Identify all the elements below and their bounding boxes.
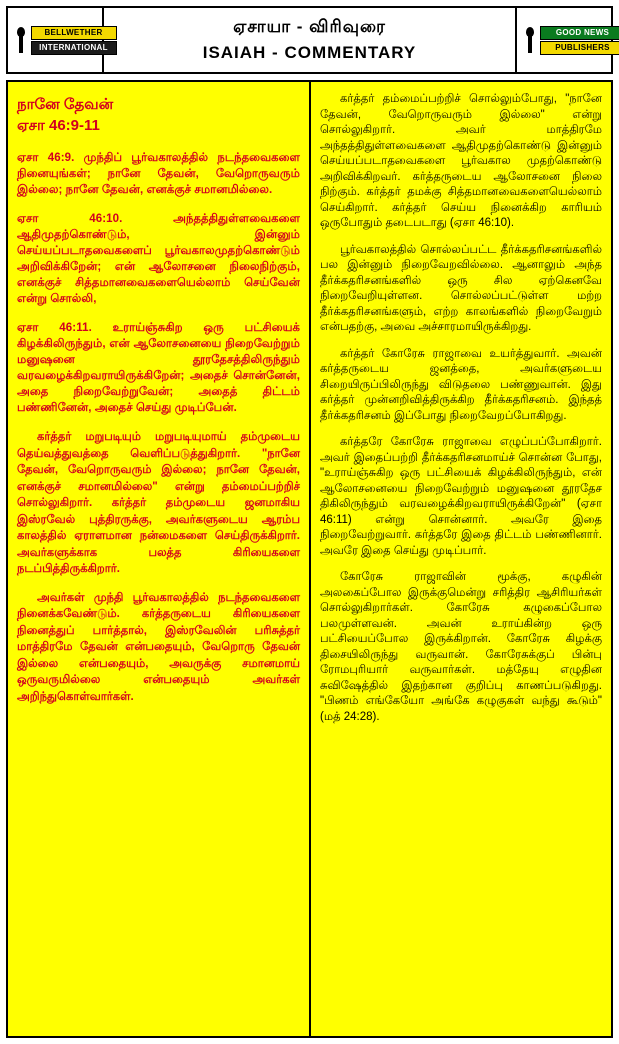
verse-text: ஏசா 46:9. முந்திப் பூர்வகாலத்தில் நடந்தவைகளை நினையுங்கள்; நானே தேவன், வேறொருவரும் இல்லை; நானே தேவன், எனக்குச் சமானமில்லை. — [17, 152, 300, 196]
title-english: ISAIAH - COMMENTARY — [202, 43, 417, 62]
logo-text-stack — [31, 26, 108, 55]
title-tamil: ஏசாயா - விரிவுரை — [233, 17, 386, 36]
logo-line-2: INTERNATIONAL — [31, 41, 117, 55]
section-heading: நானே தேவன் — [17, 96, 114, 113]
commentary-body — [6, 80, 613, 1038]
good-news-publishers-logo — [515, 8, 611, 72]
scripture-reference: ஏசா 46:9-11 — [17, 117, 100, 134]
document-header — [6, 6, 613, 74]
torch-icon — [523, 27, 537, 53]
torch-icon — [14, 27, 28, 53]
commentary-paragraph: கர்த்தர் மறுபடியும் மறுபடியுமாய் தம்முடைய தெய்வத்துவத்தை வெளிப்படுத்துகிறார். "நானே தேவன், வேறொருவரும் இல்லை; நானே தேவன், எனக்குச் சமானமில்லை" என்று தம்மைப்பற்றிச் சொல்லுகிறார். கர்த்தர் தம்முடைய ஜனமாகிய இஸ்ரவேல் புத்திரருக்கு, அவர்களுடைய ஆரம்ப காலத்தில் ஏராளமான நன்மைகளை செய்திருக்கிறார். அவர்களுக்காக பலத்த கிரியைகளை நடப்பித்திருக்கிறார். — [17, 431, 300, 575]
logo-inner-left — [8, 26, 108, 55]
commentary-paragraph: கோரேசு ராஜாவின் மூக்கு, கழுகின் அலகைப்போல இருக்குமென்று சரித்திர ஆசிரியர்கள் சொல்லுகிறார்கள். கோரேசு கழுகைப்போல பலமுள்ளவன். அவன் உராய்கின்ற ஒரு பட்சியைப்போல இருக்கிறான். கோரேசு கிழக்கு திசையிலிருந்து வருவான். கோரேசுக்குப் பின்பு ரோமபுரியார் வருவார்கள். மத்தேயு எழுதின சுவிஷேத்தில் இதற்கான குறிப்பு காணப்படுகிறது. "பிணம் எங்கேயோ அங்கே கழுகுகள் வந்து கூடும்" (மத் 24:28). — [320, 571, 602, 723]
commentary-paragraph: பூர்வகாலத்தில் சொல்லப்பட்ட தீர்க்கதரிசனங்களில் பல இன்னும் நிறைவேறவில்லை. ஆனாலும் அந்த தீர்க்கதரிசனங்களில் ஒரு சில ஏற்கெனவே நிறைவேறியுள்ளன. சொல்லப்பட்டுள்ள மற்ற தீர்க்கதரிசனங்களும், எற்ற காலங்களில் நிறைவேறும் என்பதற்கு, அவை அச்சாரமாயிருக்கிறது. — [320, 243, 602, 333]
logo-line-2: PUBLISHERS — [540, 41, 619, 55]
commentary-paragraph: கர்த்தர் கோரேசு ராஜாவை உயர்த்துவார். அவன் கர்த்தருடைய ஜனத்தை, அவர்களுடைய சிறையிருப்பிலிருந்து விடுதலை பண்ணுவான். இது கர்த்தர் முன்னறிவித்திருக்கிற தீர்க்கதரிசனம். இந்தத் தீர்க்கதரிசனம் இப்போது நிறைவேறப்போகிறது. — [320, 347, 602, 422]
commentary-paragraph: கர்த்தரே கோரேசு ராஜாவை எழுப்பப்போகிறார். அவர் இதைப்பற்றி தீர்க்கதரிசனமாய்ச் சொன்ன போது, "உராய்ஞ்சுகிற ஒரு பட்சியைக் கிழக்கிலிருந்தும், என் ஆலோசனையை நிறைவேற்றும் மனுஷனை தூரதேச திகிலிருந்தும் வரவழைக்கிறவராயிருக்கிறேன்" (ஏசா 46:11) என்று சொன்னார். அவரே இதை நிறைவேற்றுவார். கர்த்தரே இதை திட்டம் பண்ணினார். அவரே இதை செய்து முடிப்பார். — [320, 436, 602, 557]
commentary-paragraph: கர்த்தர் தம்மைப்பற்றிச் சொல்லும்போது, "நானே தேவன், வேறொருவரும் இல்லை" என்று சொல்லுகிறார். அவர் மாத்திரமே அந்தத்திதுள்ளவைகளை ஆதிமுதற்கொண்டு இன்னும் செய்யப்படாதவைகளை பூர்வகால முதற்கொண்டு அறிவிக்கிறவர். கர்த்தருடைய ஆலோசனை நிலை நிற்கும். கர்த்தர் தமக்கு சித்தமானவைகளையெல்லாம் செய்கிறார். கர்த்தர் செய்ய நினைக்கிற காரியம் ஒருபோதும் தடைபடாது (ஏசா 46:10). — [320, 93, 602, 229]
verse-text: ஏசா 46:10. அந்தத்திதுள்ளவைகளை ஆதிமுதற்கொண்டும், இன்னும் செய்யப்படாதவைகளைப் பூர்வகாலமுதற்கொண்டும் அறிவிக்கிறேன்; என் ஆலோசனை நிலைநிற்கும், எனக்குச் சித்தமானவைகளையெல்லாம் செய்வேன் என்று சொல்லி, — [17, 213, 300, 305]
logo-inner-right — [517, 26, 611, 55]
logo-line-1: BELLWETHER — [31, 26, 117, 40]
logo-line-1: GOOD NEWS — [540, 26, 619, 40]
verse-text: ஏசா 46:11. உராய்ஞ்சுகிற ஒரு பட்சியைக் கிழக்கிலிருந்தும், என் ஆலோசனையை நிறைவேற்றும் மனுஷனை தூரதேசத்திலிருந்தும் வரவழைக்கிறவராயிருக்கிறேன்; அதைச் சொன்னேன், அதை நிறைவேற்றுவேன்; அதைத் திட்டம் பண்ணினேன், அதைச் செய்து முடிப்பேன். — [17, 322, 300, 414]
page-title — [104, 8, 515, 72]
right-column — [311, 82, 611, 1036]
logo-text-stack — [540, 26, 610, 55]
bellwether-international-logo — [8, 8, 108, 72]
left-column — [8, 82, 311, 1036]
commentary-paragraph: அவர்கள் முந்தி பூர்வகாலத்தில் நடந்தவைகளை நினைக்கவேண்டும். கர்த்தருடைய கிரியைகளை நினைத்துப் பார்த்தால், இஸ்ரவேலின் பரிசுத்தர் மாத்திரமே தேவன் என்பதையும், வேறொரு தேவன் இல்லை என்பதையும், அவருக்கு சமானமாய் ஒருவருமில்லை என்பதையும் அவர்கள் அறிந்துகொள்வார்கள். — [17, 591, 300, 703]
